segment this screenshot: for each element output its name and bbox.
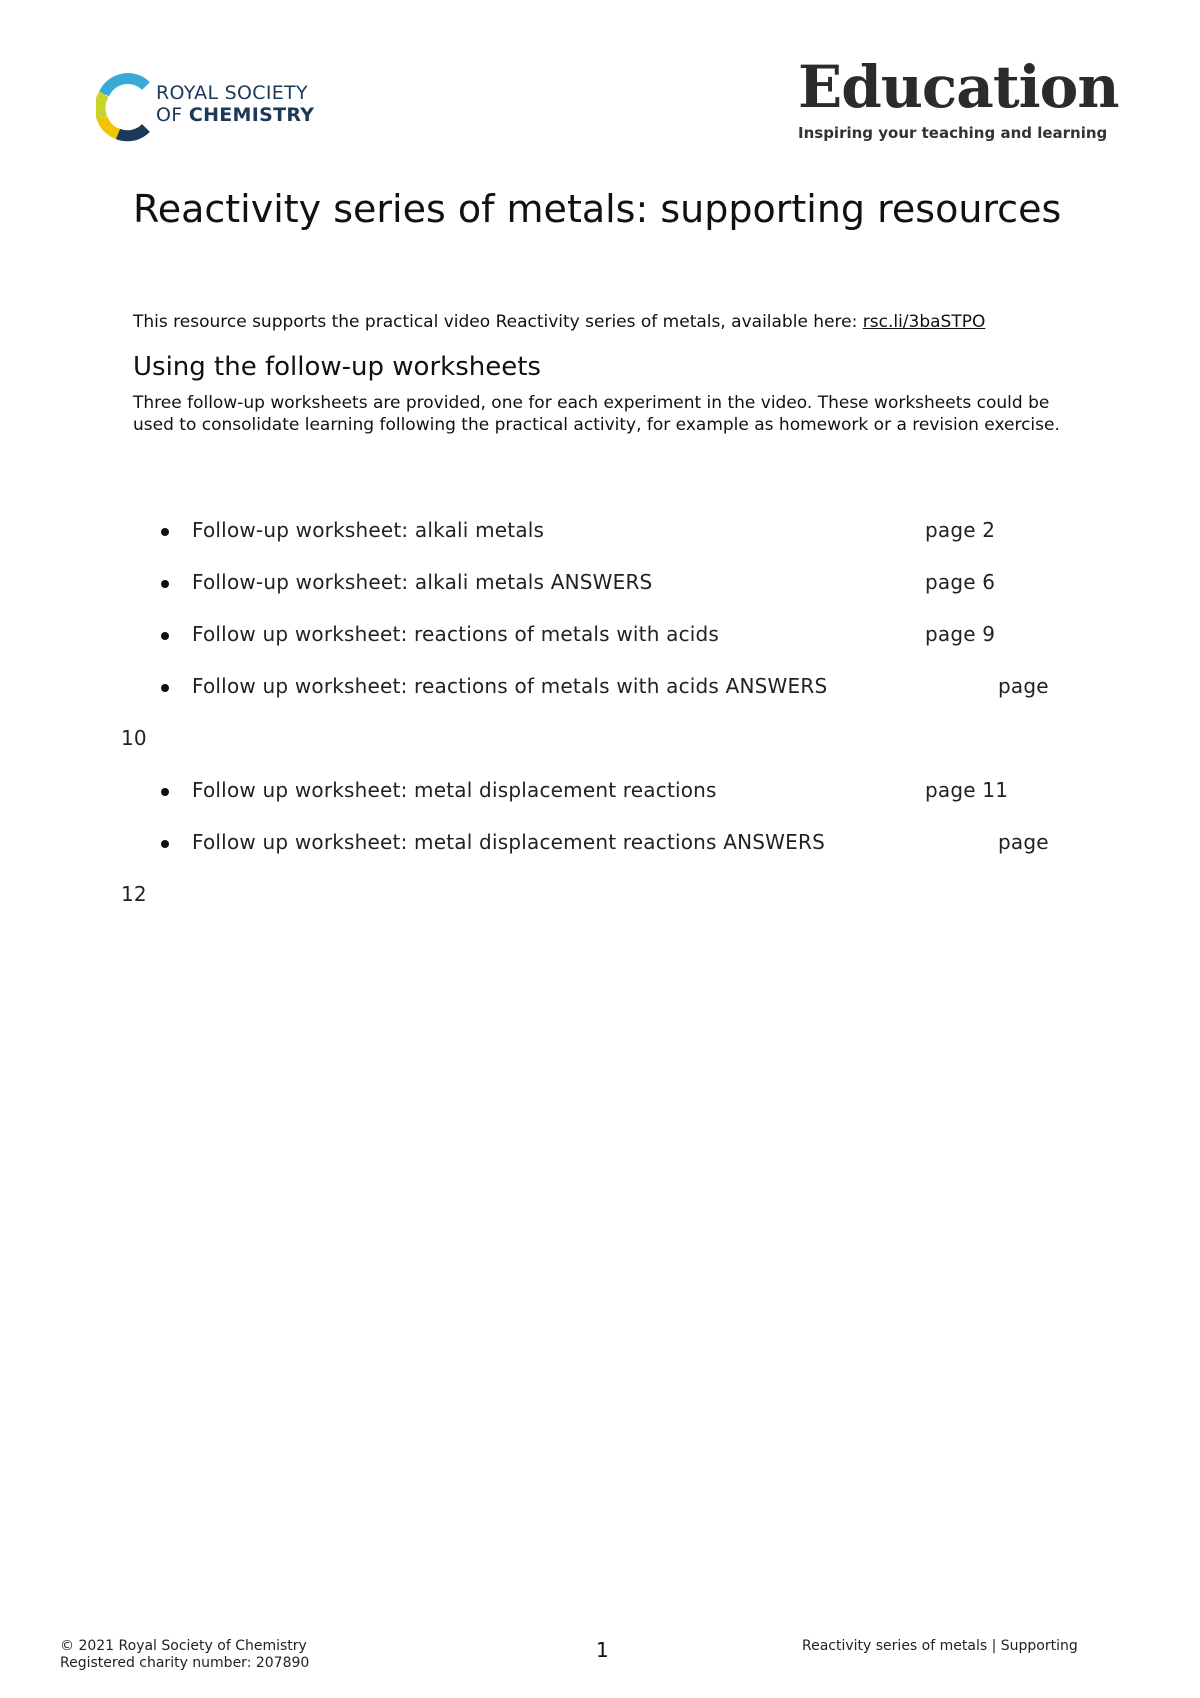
worksheet-label: Follow up worksheet: reactions of metals with acids ANSWERS — [192, 674, 828, 698]
list-item — [0, 622, 1200, 650]
list-item — [0, 674, 1200, 702]
section-paragraph: Three follow-up worksheets are provided, one for each experiment in the video. These worksheets could be used to consolidate learning following the practical activity, for example as homework or a revision exercise. — [133, 393, 1060, 435]
worksheet-label: Follow-up worksheet: alkali metals ANSWERS — [192, 570, 653, 594]
worksheet-page: page 2 — [925, 518, 996, 542]
rsc-logo-line2 — [156, 106, 314, 125]
worksheet-page: page 6 — [925, 570, 996, 594]
video-link[interactable]: rsc.li/3baSTPO — [862, 312, 986, 332]
bullet-icon — [161, 632, 169, 640]
rsc-c-logo-icon — [96, 72, 156, 142]
footer-copyright: © 2021 Royal Society of Chemistry — [60, 1638, 307, 1654]
education-logo-tagline: Inspiring your teaching and learning — [798, 124, 1108, 142]
bullet-icon — [161, 528, 169, 536]
rsc-logo-line1: ROYAL SOCIETY — [156, 82, 308, 104]
rsc-logo-wordmark — [156, 84, 314, 125]
footer-left — [60, 1638, 309, 1672]
worksheet-page: page 9 — [925, 622, 996, 646]
worksheet-page: page — [998, 674, 1049, 698]
worksheet-label: Follow-up worksheet: alkali metals — [192, 518, 545, 542]
page-title: Reactivity series of metals: supporting resources — [133, 187, 1062, 231]
intro-text: This resource supports the practical video Reactivity series of metals, available here: — [133, 312, 863, 332]
list-item — [0, 570, 1200, 598]
worksheet-page-wrap: 12 — [121, 882, 147, 906]
bullet-icon — [161, 684, 169, 692]
intro-line — [133, 312, 985, 332]
footer-running-title: Reactivity series of metals | Supporting — [802, 1638, 1078, 1654]
list-item — [0, 778, 1200, 806]
list-item — [0, 518, 1200, 546]
worksheet-page: page 11 — [925, 778, 1009, 802]
footer-charity: Registered charity number: 207890 — [60, 1655, 310, 1671]
worksheet-label: Follow up worksheet: reactions of metals with acids — [192, 622, 720, 646]
education-logo-word: Education — [798, 53, 1119, 121]
list-item — [0, 830, 1200, 858]
bullet-icon — [161, 840, 169, 848]
footer-page-number: 1 — [596, 1638, 609, 1662]
bullet-icon — [161, 580, 169, 588]
worksheet-label: Follow up worksheet: metal displacement reactions ANSWERS — [192, 830, 825, 854]
bullet-icon — [161, 788, 169, 796]
section-heading: Using the follow-up worksheets — [133, 352, 541, 382]
worksheet-page-wrap: 10 — [121, 726, 147, 750]
rsc-logo-line2-bold: CHEMISTRY — [188, 104, 315, 126]
worksheet-page: page — [998, 830, 1049, 854]
rsc-logo-line2-prefix: OF — [156, 104, 189, 126]
worksheet-label: Follow up worksheet: metal displacement reactions — [192, 778, 717, 802]
